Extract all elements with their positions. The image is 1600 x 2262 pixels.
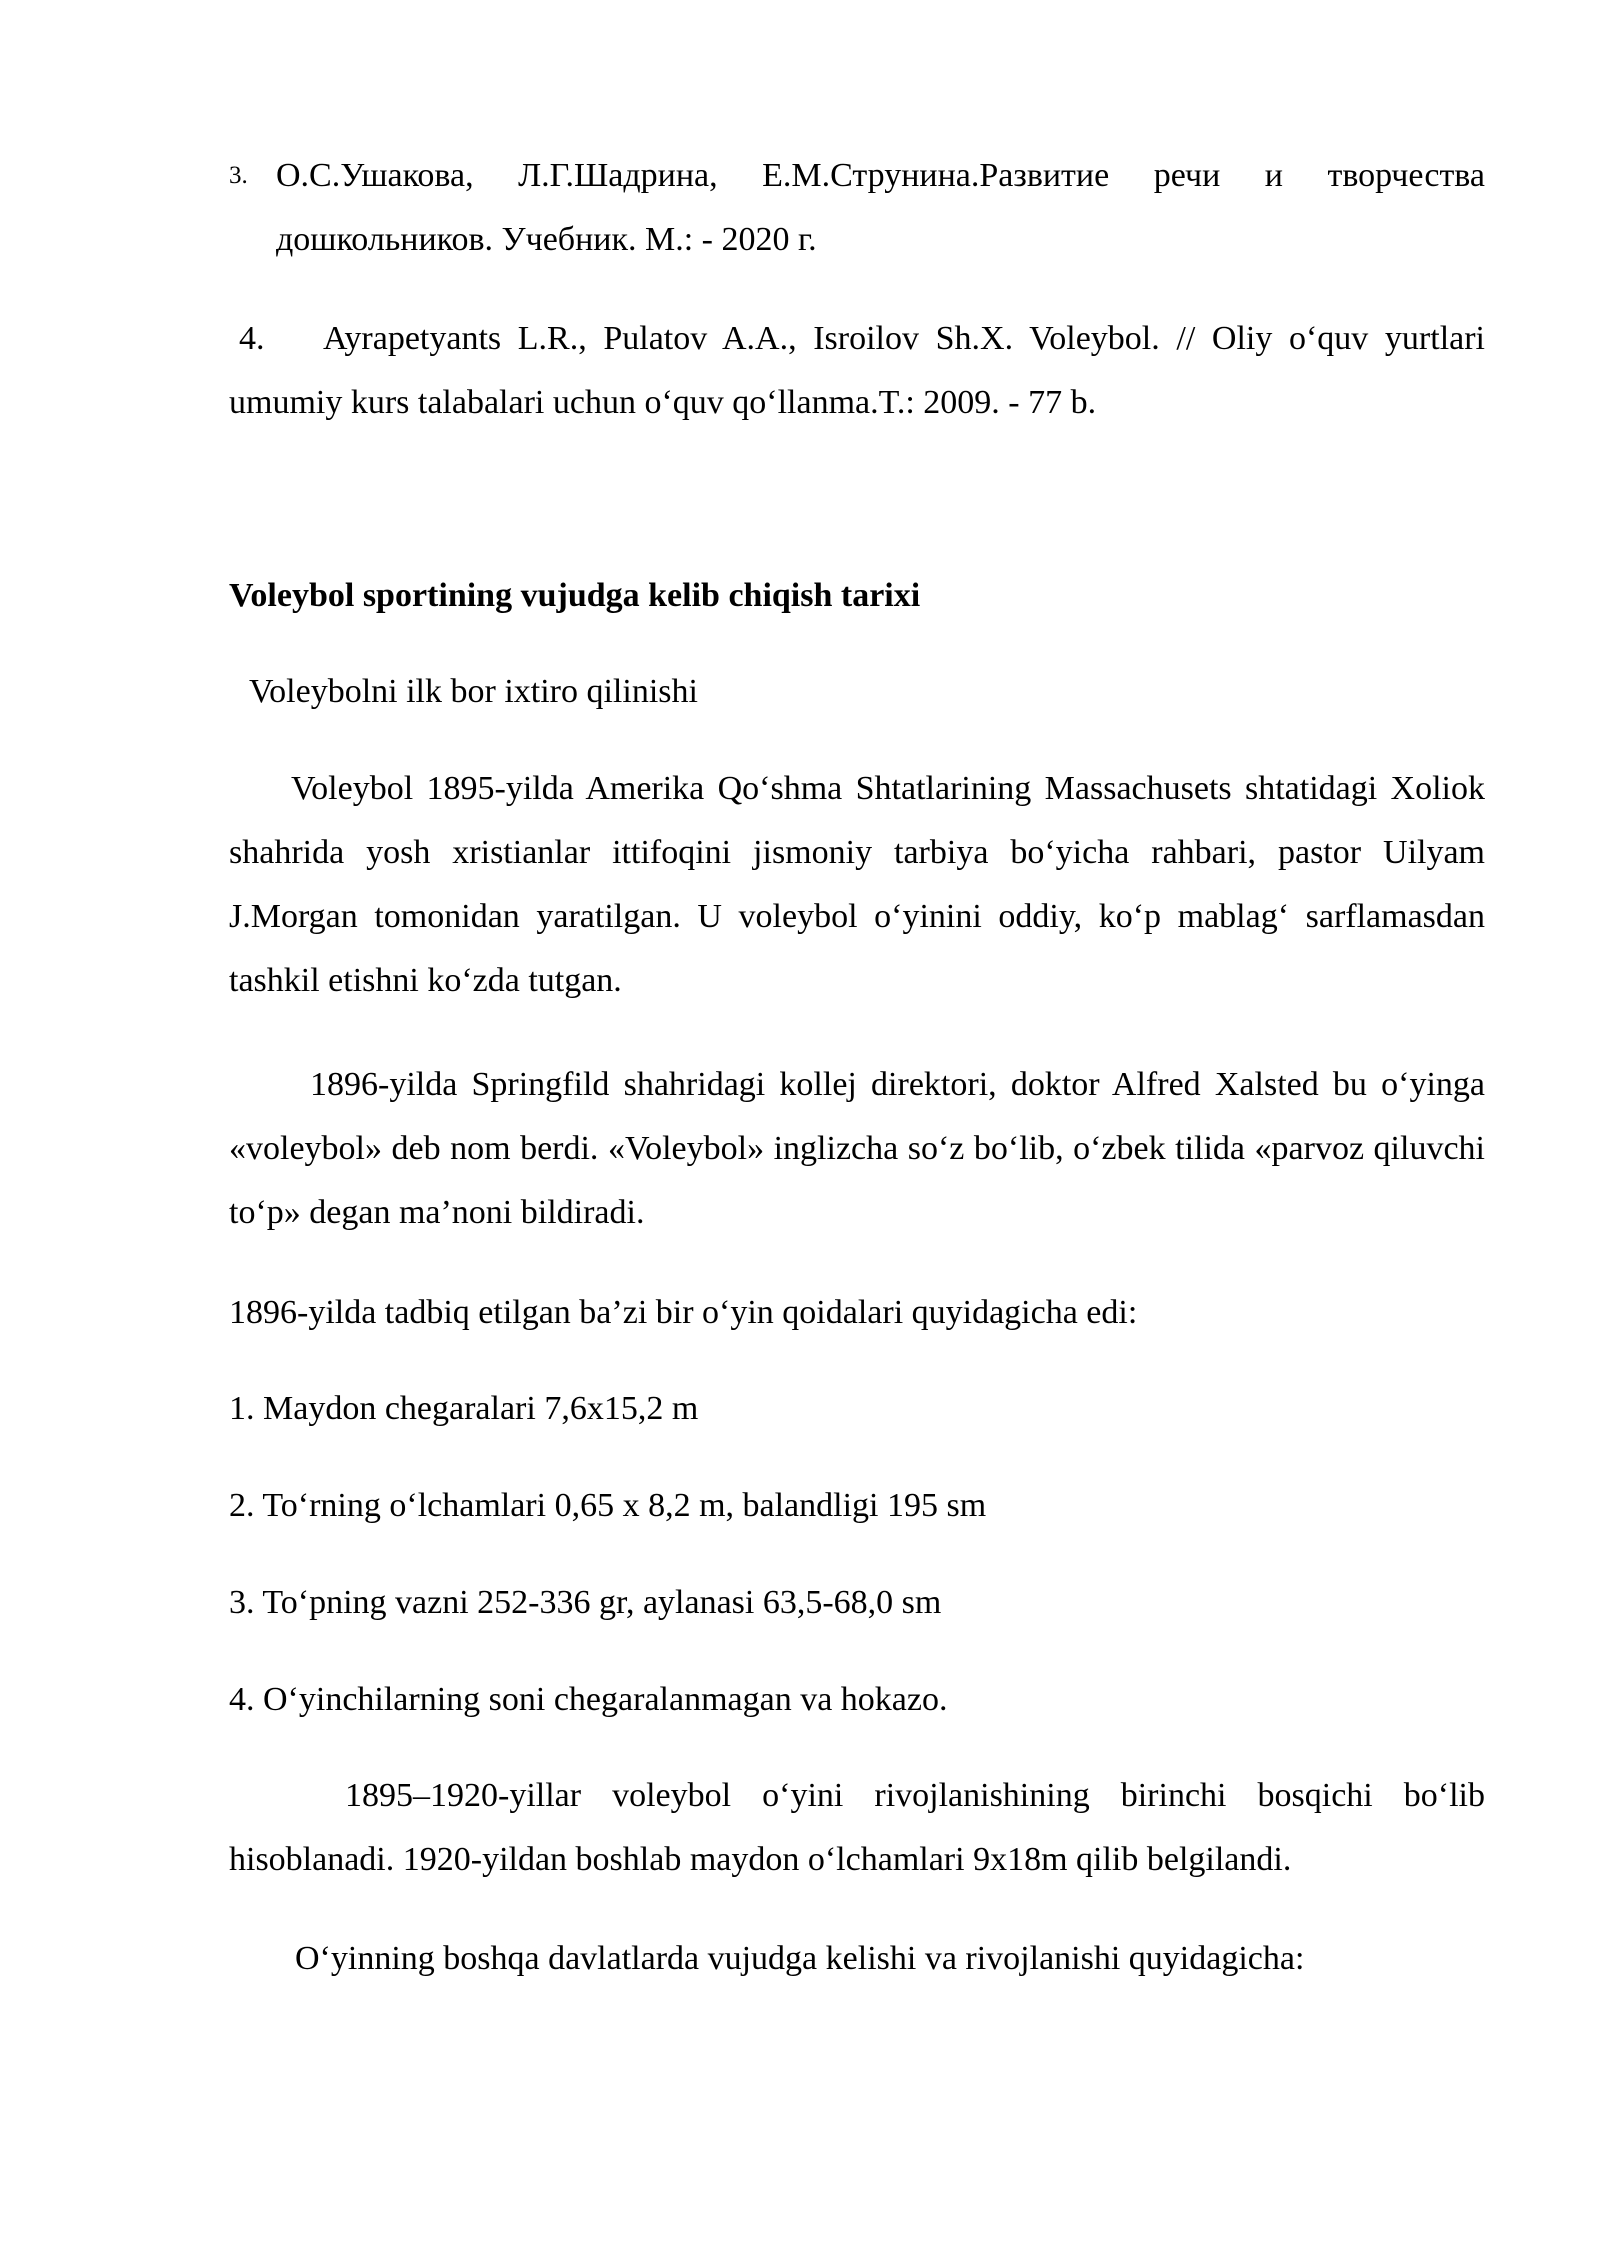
list-item: 1. Maydon chegaralari 7,6x15,2 m — [229, 1390, 699, 1427]
list-item: 4. O‘yinchilarning soni chegaralanmagan va hokazo. — [229, 1681, 948, 1718]
list-item: 3. To‘pning vazni 252-336 gr, aylanasi 63,5-68,0 sm — [229, 1584, 942, 1621]
body-paragraph: 1895–1920-yillar voleybol o‘yini rivojlanishining birinchi bosqichi bo‘lib hisoblanadi. 1920-yildan boshlab maydon o‘lchamlari 9x18m qilib belgilandi. — [229, 1777, 1485, 1878]
rules-intro: 1896-yilda tadbiq etilgan ba’zi bir o‘yin qoidalari quyidagicha edi: — [229, 1294, 1138, 1331]
section-title: Voleybol sportining vujudga kelib chiqish tarixi — [229, 577, 921, 614]
body-paragraph: O‘yinning boshqa davlatlarda vujudga kelishi va rivojlanishi quyidagicha: — [295, 1940, 1305, 1977]
reference-number: 3. — [229, 162, 248, 189]
reference-item — [229, 307, 1485, 435]
body-paragraph: Voleybol 1895-yilda Amerika Qo‘shma Shtatlarining Massachusets shtatidagi Xoliok shahrida yosh xristianlar ittifoqini jismoniy tarbiya bo‘yicha rahbari, pastor Uilyam J.Morgan tomonidan yaratilgan. U voleybol o‘yinini oddiy, ko‘p mablag‘ sarflamasdan tashkil etishni ko‘zda tutgan. — [229, 770, 1485, 999]
reference-item: О.С.Ушакова, Л.Г.Шадрина, Е.М.Струнина.Развитие речи и творчества дошкольников. Учебник. М.: - 2020 г. — [276, 157, 1485, 258]
section-subtitle: Voleybolni ilk bor ixtiro qilinishi — [249, 673, 698, 710]
reference-number: 4. — [239, 320, 265, 357]
body-paragraph: 1896-yilda Springfild shahridagi kollej direktori, doktor Alfred Xalsted bu o‘yinga «voleybol» deb nom berdi. «Voleybol» inglizcha so‘z bo‘lib, o‘zbek tilida «parvoz qiluvchi to‘p» degan ma’noni bildiradi. — [229, 1066, 1485, 1231]
reference-text: Ayrapetyants L.R., Pulatov A.A., Isroilov Sh.X. Voleybol. // Oliy o‘quv yurtlari umumiy kurs talabalari uchun o‘quv qo‘llanma.T.: 2009. - 77 b. — [229, 320, 1485, 421]
list-item: 2. To‘rning o‘lchamlari 0,65 x 8,2 m, balandligi 195 sm — [229, 1487, 987, 1524]
